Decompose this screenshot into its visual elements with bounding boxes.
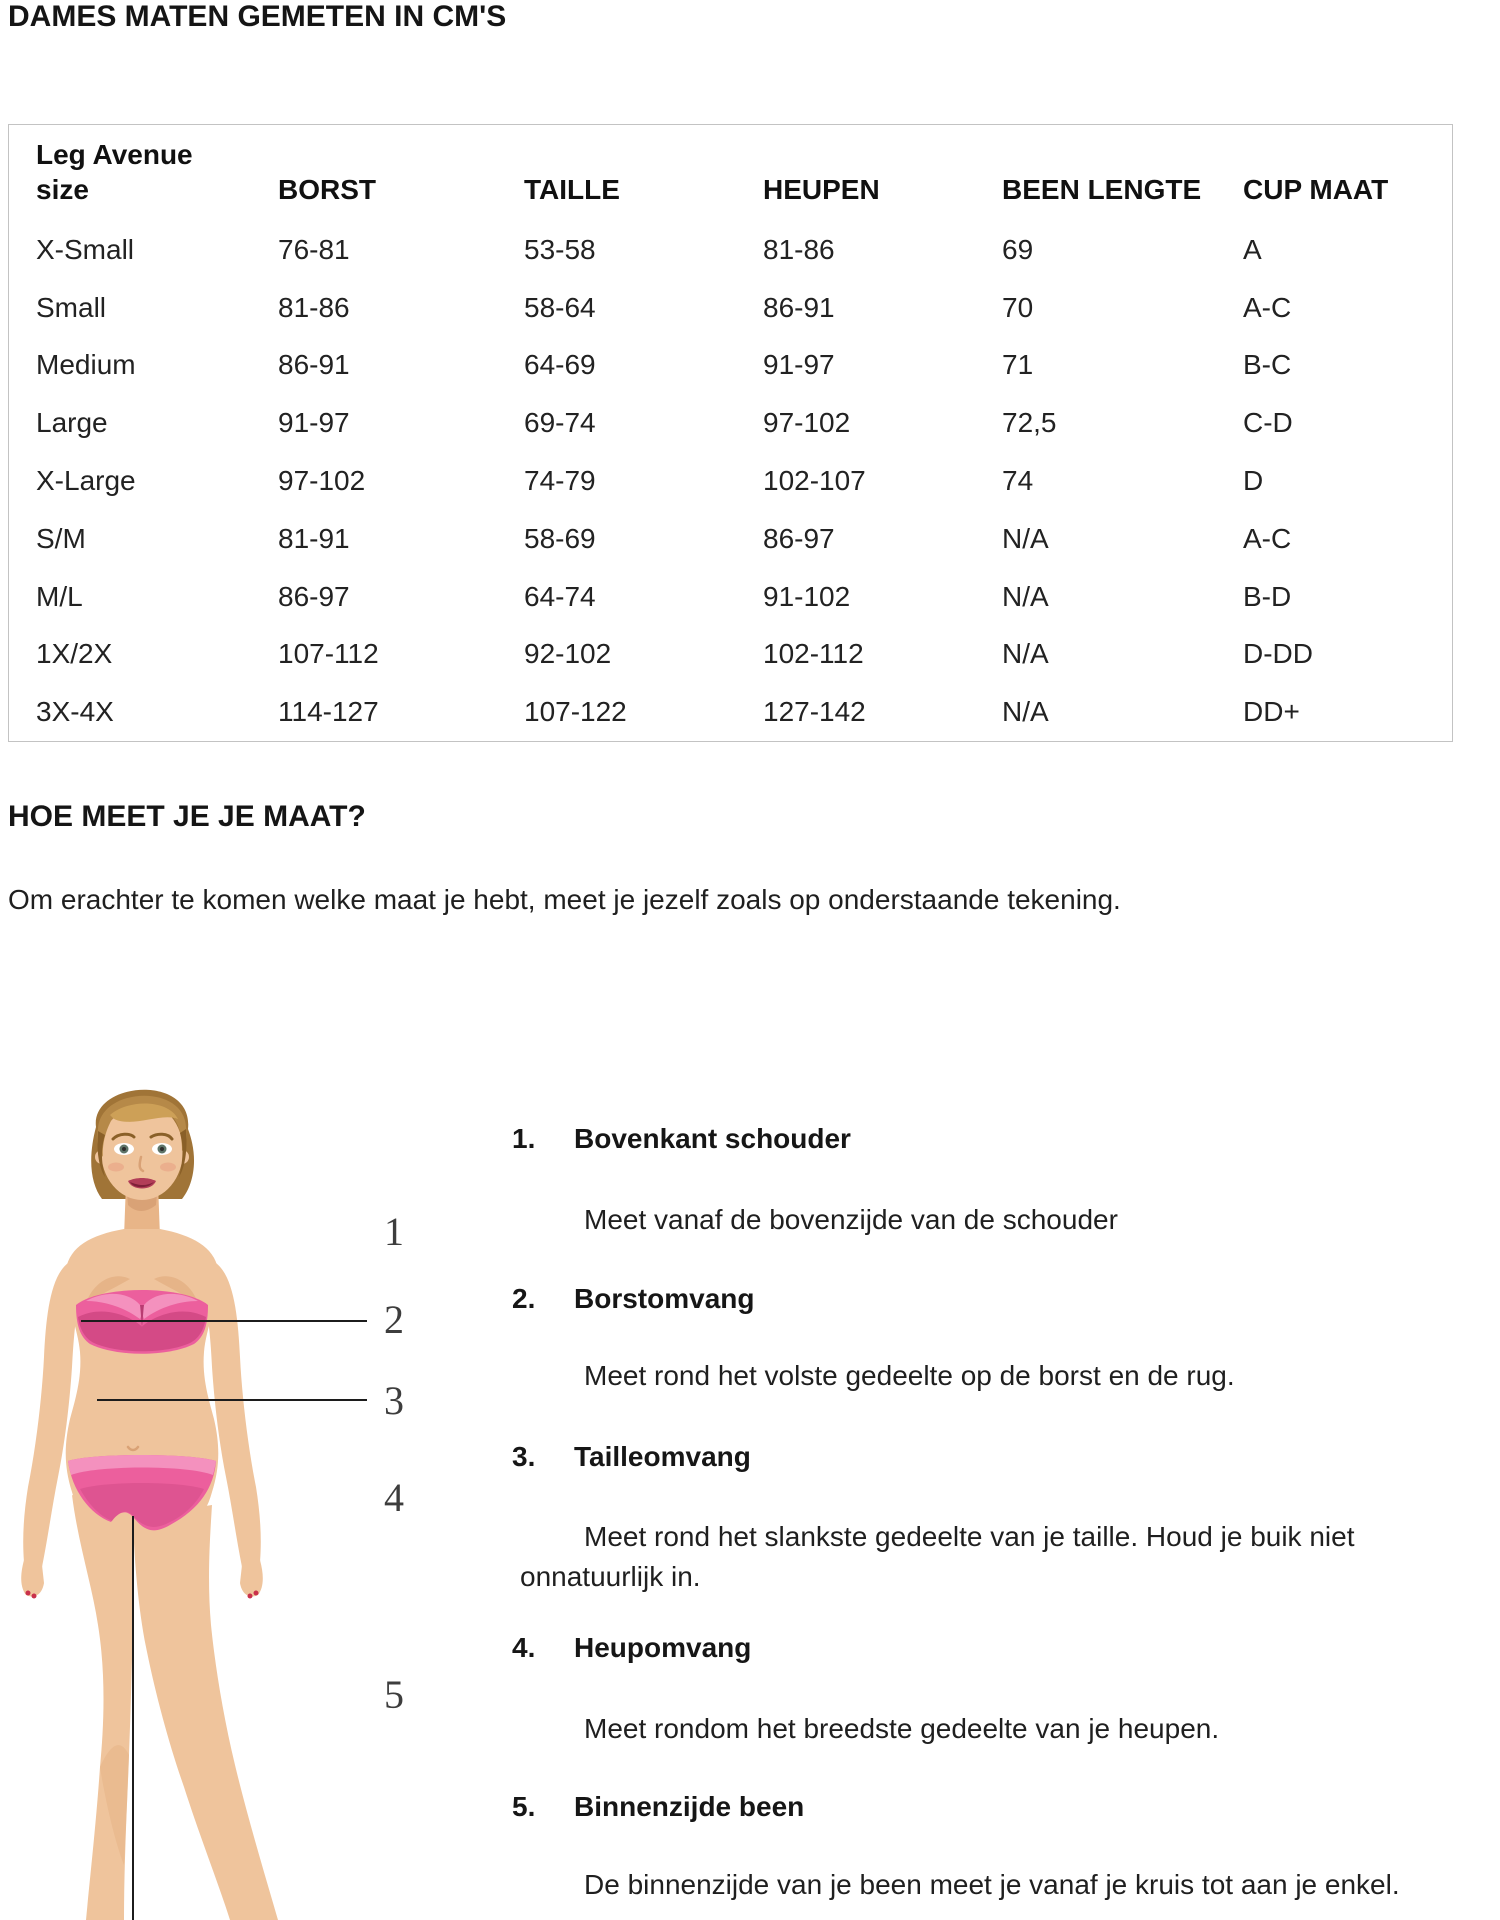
step-name: Bovenkant schouder <box>574 1123 851 1154</box>
size-label-cell: M/L <box>36 580 83 612</box>
table-row-3x-4x <box>9 683 1452 741</box>
table-cell: 81-86 <box>278 291 350 323</box>
table-cell: 71 <box>1002 349 1034 381</box>
size-label-cell: X-Large <box>36 464 136 496</box>
table-cell: 72,5 <box>1002 407 1057 439</box>
figure-label-5: 5 <box>384 1672 404 1717</box>
table-cell: 97-102 <box>763 407 851 439</box>
table-cell: 114-127 <box>278 696 379 728</box>
how-to-measure-heading: HOE MEET JE JE MAAT? <box>8 800 366 833</box>
table-row-large <box>9 394 1452 452</box>
table-cell: N/A <box>1002 522 1049 554</box>
header-cell-size-label: Leg Avenue size <box>36 139 193 205</box>
bust-measure-line <box>81 1320 367 1322</box>
table-cell: A-C <box>1243 291 1292 323</box>
table-row-medium <box>9 337 1452 395</box>
table-cell: 91-102 <box>763 580 851 612</box>
size-label-cell: 3X-4X <box>36 696 114 728</box>
step-description-3: Meet rond het slankste gedeelte van je taille. Houd je buik niet onnatuurlijk in. <box>520 1521 1355 1592</box>
table-cell: 92-102 <box>524 638 612 670</box>
size-label-cell: S/M <box>36 522 86 554</box>
table-cell: 58-64 <box>524 291 596 323</box>
header-cell-been-lengte: BEEN LENGTE <box>1002 174 1202 205</box>
header-cell-heupen: HEUPEN <box>763 174 880 205</box>
table-row-x-large <box>9 452 1452 510</box>
table-cell: 53-58 <box>524 233 596 265</box>
size-table <box>8 124 1453 742</box>
step-title-4 <box>512 1631 751 1665</box>
how-to-measure-intro: Om erachter te komen welke maat je hebt, meet je jezelf zoals op onderstaande tekening. <box>8 884 1121 915</box>
woman-figure-illustration <box>20 1065 340 1920</box>
table-cell: A <box>1243 233 1262 265</box>
table-cell: 107-112 <box>278 638 379 670</box>
step-number: 1. <box>512 1123 536 1154</box>
table-cell: 86-97 <box>763 522 835 554</box>
step-name: Borstomvang <box>574 1283 755 1314</box>
table-row-x-small <box>9 221 1452 279</box>
table-cell: D-DD <box>1243 638 1313 670</box>
size-label-cell: Small <box>36 291 107 323</box>
table-cell: 74 <box>1002 464 1034 496</box>
step-name: Binnenzijde been <box>574 1791 805 1822</box>
table-cell: 76-81 <box>278 233 350 265</box>
table-cell: 81-91 <box>278 522 350 554</box>
step-description-4: Meet rondom het breedste gedeelte van je heupen. <box>584 1713 1220 1744</box>
table-cell: 91-97 <box>763 349 835 381</box>
table-row-small <box>9 279 1452 337</box>
step-number: 2. <box>512 1283 536 1314</box>
step-title-5 <box>512 1790 804 1824</box>
step-name: Heupomvang <box>574 1632 752 1663</box>
table-cell: 74-79 <box>524 464 596 496</box>
step-number: 4. <box>512 1632 536 1663</box>
size-label-cell: X-Small <box>36 233 135 265</box>
step-title-1 <box>512 1122 851 1156</box>
table-cell: 69 <box>1002 233 1034 265</box>
table-row-m-l <box>9 568 1452 626</box>
table-cell: 91-97 <box>278 407 350 439</box>
size-label-cell: Medium <box>36 349 136 381</box>
table-cell: B-C <box>1243 349 1292 381</box>
step-number: 3. <box>512 1441 536 1472</box>
step-title-3 <box>512 1440 751 1474</box>
inseam-measure-line <box>132 1516 134 1920</box>
header-cell-cup-maat: CUP MAAT <box>1243 174 1389 205</box>
table-cell: 70 <box>1002 291 1034 323</box>
waist-measure-line <box>97 1399 367 1401</box>
header-cell-taille: TAILLE <box>524 174 620 205</box>
table-cell: B-D <box>1243 580 1292 612</box>
table-cell: 64-69 <box>524 349 596 381</box>
table-cell: 86-91 <box>278 349 350 381</box>
table-cell: DD+ <box>1243 696 1300 728</box>
header-cell-borst: BORST <box>278 174 376 205</box>
figure-label-2: 2 <box>384 1297 404 1342</box>
table-cell: N/A <box>1002 696 1049 728</box>
table-header-row <box>9 125 1452 221</box>
table-cell: 97-102 <box>278 464 366 496</box>
step-name: Tailleomvang <box>574 1441 751 1472</box>
table-row-s-m <box>9 510 1452 568</box>
step-description-2: Meet rond het volste gedeelte op de borst en de rug. <box>584 1360 1235 1391</box>
size-label-cell: Large <box>36 407 108 439</box>
table-cell: 86-91 <box>763 291 835 323</box>
step-number: 5. <box>512 1791 536 1822</box>
table-cell: 86-97 <box>278 580 350 612</box>
table-cell: D <box>1243 464 1264 496</box>
header-cell-size <box>9 125 278 221</box>
page-title: DAMES MATEN GEMETEN IN CM'S <box>8 0 507 33</box>
table-cell: A-C <box>1243 522 1292 554</box>
figure-label-1: 1 <box>384 1209 404 1254</box>
table-cell: 58-69 <box>524 522 596 554</box>
table-row-1x-2x <box>9 625 1452 683</box>
table-cell: 64-74 <box>524 580 596 612</box>
table-cell: 127-142 <box>763 696 866 728</box>
table-cell: 107-122 <box>524 696 627 728</box>
table-cell: 81-86 <box>763 233 835 265</box>
step-title-2 <box>512 1282 754 1316</box>
table-cell: 69-74 <box>524 407 596 439</box>
table-cell: 102-107 <box>763 464 866 496</box>
table-cell: 102-112 <box>763 638 864 670</box>
figure-label-3: 3 <box>384 1378 404 1423</box>
step-description-5: De binnenzijde van je been meet je vanaf je kruis tot aan je enkel. <box>584 1869 1400 1900</box>
table-cell: N/A <box>1002 580 1049 612</box>
step-description-1: Meet vanaf de bovenzijde van de schouder <box>584 1204 1118 1235</box>
table-cell: N/A <box>1002 638 1049 670</box>
figure-label-4: 4 <box>384 1475 404 1520</box>
table-cell: C-D <box>1243 407 1293 439</box>
size-label-cell: 1X/2X <box>36 638 113 670</box>
